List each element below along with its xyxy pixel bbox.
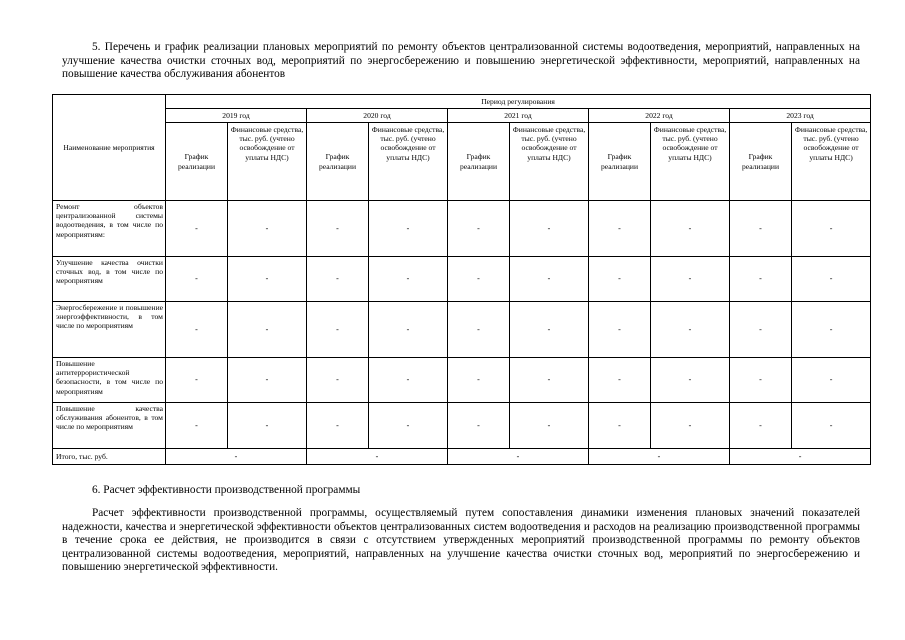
row-label: Ремонт объектов централизованной системы водоотведения, в том числе по мероприятиям: (53, 201, 166, 257)
row-label: Повышение качества обслуживания абонентов, в том числе по мероприятиям (53, 403, 166, 449)
cell-value: - (307, 302, 369, 358)
cell-value: - (448, 257, 510, 302)
header-schedule: График реализации (307, 123, 369, 201)
cell-value: - (166, 403, 228, 449)
cell-value: - (792, 257, 871, 302)
cell-value: - (589, 403, 651, 449)
cell-value: - (730, 302, 792, 358)
header-name: Наименование мероприятия (53, 95, 166, 201)
total-value: - (730, 449, 871, 465)
cell-value: - (510, 201, 589, 257)
cell-value: - (448, 358, 510, 403)
cell-value: - (228, 358, 307, 403)
cell-value: - (651, 201, 730, 257)
cell-value: - (510, 257, 589, 302)
cell-value: - (651, 302, 730, 358)
cell-value: - (369, 302, 448, 358)
total-row (53, 449, 871, 465)
cell-value: - (510, 403, 589, 449)
plan-table (52, 94, 871, 465)
header-schedule: График реализации (166, 123, 228, 201)
cell-value: - (228, 302, 307, 358)
cell-value: - (589, 257, 651, 302)
header-year: 2020 год (307, 109, 448, 123)
section-5-text: 5. Перечень и график реализации плановых мероприятий по ремонту объектов централизованной системы водоотведения, мероприятий, направленных на улучшение качества очистки сточных вод, мероприятий по энергосбережению и повышению энергетической эффективности, мероприятий, направленных на повышение качества обслуживания абонентов (62, 41, 860, 81)
header-schedule: График реализации (448, 123, 510, 201)
header-year: 2019 год (166, 109, 307, 123)
total-value: - (307, 449, 448, 465)
cell-value: - (730, 403, 792, 449)
total-label: Итого, тыс. руб. (53, 449, 166, 465)
header-year: 2021 год (448, 109, 589, 123)
header-schedule: График реализации (730, 123, 792, 201)
cell-value: - (510, 358, 589, 403)
cell-value: - (730, 257, 792, 302)
header-schedule: График реализации (589, 123, 651, 201)
section-6-heading: 6. Расчет эффективности производственной программы (92, 484, 361, 496)
row-label: Повышение антитеррористической безопасности, в том числе по мероприятиям (53, 358, 166, 403)
section-6-text: Расчет эффективности производственной программы, осуществляемый путем сопоставления динамики изменения плановых значений показателей надежности, качества и энергетической эффективности объектов централизованных систем водоотведения и расходов на реализацию производственной программы в течение срока ее действия, не производится в связи с отсутствием утвержденных мероприятий производственной программы по ремонту объектов централизованной системы водоотведения, мероприятий, направленных на улучшение качества очистки сточных вод, мероприятий по энергосбережению и повышению энергетической эффективности. (62, 507, 860, 574)
cell-value: - (651, 358, 730, 403)
cell-value: - (166, 358, 228, 403)
cell-value: - (307, 358, 369, 403)
cell-value: - (510, 302, 589, 358)
cell-value: - (228, 403, 307, 449)
cell-value: - (369, 403, 448, 449)
header-finance: Финансовые средства, тыс. руб. (учтено освобождение от уплаты НДС) (510, 123, 589, 201)
total-value: - (589, 449, 730, 465)
table-row (53, 201, 871, 257)
cell-value: - (369, 201, 448, 257)
table-row (53, 257, 871, 302)
cell-value: - (792, 302, 871, 358)
total-value: - (448, 449, 589, 465)
cell-value: - (369, 358, 448, 403)
header-finance: Финансовые средства, тыс. руб. (учтено освобождение от уплаты НДС) (228, 123, 307, 201)
cell-value: - (730, 201, 792, 257)
cell-value: - (792, 403, 871, 449)
header-finance: Финансовые средства, тыс. руб. (учтено освобождение от уплаты НДС) (792, 123, 871, 201)
cell-value: - (448, 403, 510, 449)
total-value: - (166, 449, 307, 465)
cell-value: - (166, 201, 228, 257)
cell-value: - (651, 403, 730, 449)
cell-value: - (589, 201, 651, 257)
header-period: Период регулирования (166, 95, 871, 109)
cell-value: - (307, 257, 369, 302)
cell-value: - (228, 201, 307, 257)
cell-value: - (448, 201, 510, 257)
cell-value: - (307, 201, 369, 257)
header-finance: Финансовые средства, тыс. руб. (учтено освобождение от уплаты НДС) (369, 123, 448, 201)
header-year: 2023 год (730, 109, 871, 123)
header-year: 2022 год (589, 109, 730, 123)
cell-value: - (369, 257, 448, 302)
cell-value: - (792, 201, 871, 257)
cell-value: - (166, 257, 228, 302)
cell-value: - (228, 257, 307, 302)
cell-value: - (792, 358, 871, 403)
cell-value: - (651, 257, 730, 302)
cell-value: - (589, 302, 651, 358)
cell-value: - (589, 358, 651, 403)
table-row (53, 403, 871, 449)
table-row (53, 358, 871, 403)
header-finance: Финансовые средства, тыс. руб. (учтено освобождение от уплаты НДС) (651, 123, 730, 201)
cell-value: - (448, 302, 510, 358)
cell-value: - (307, 403, 369, 449)
row-label: Энергосбережение и повышение энергоэффективности, в том числе по мероприятиям (53, 302, 166, 358)
cell-value: - (166, 302, 228, 358)
row-label: Улучшение качества очистки сточных вод, в том числе по мероприятиям (53, 257, 166, 302)
table-row (53, 302, 871, 358)
cell-value: - (730, 358, 792, 403)
